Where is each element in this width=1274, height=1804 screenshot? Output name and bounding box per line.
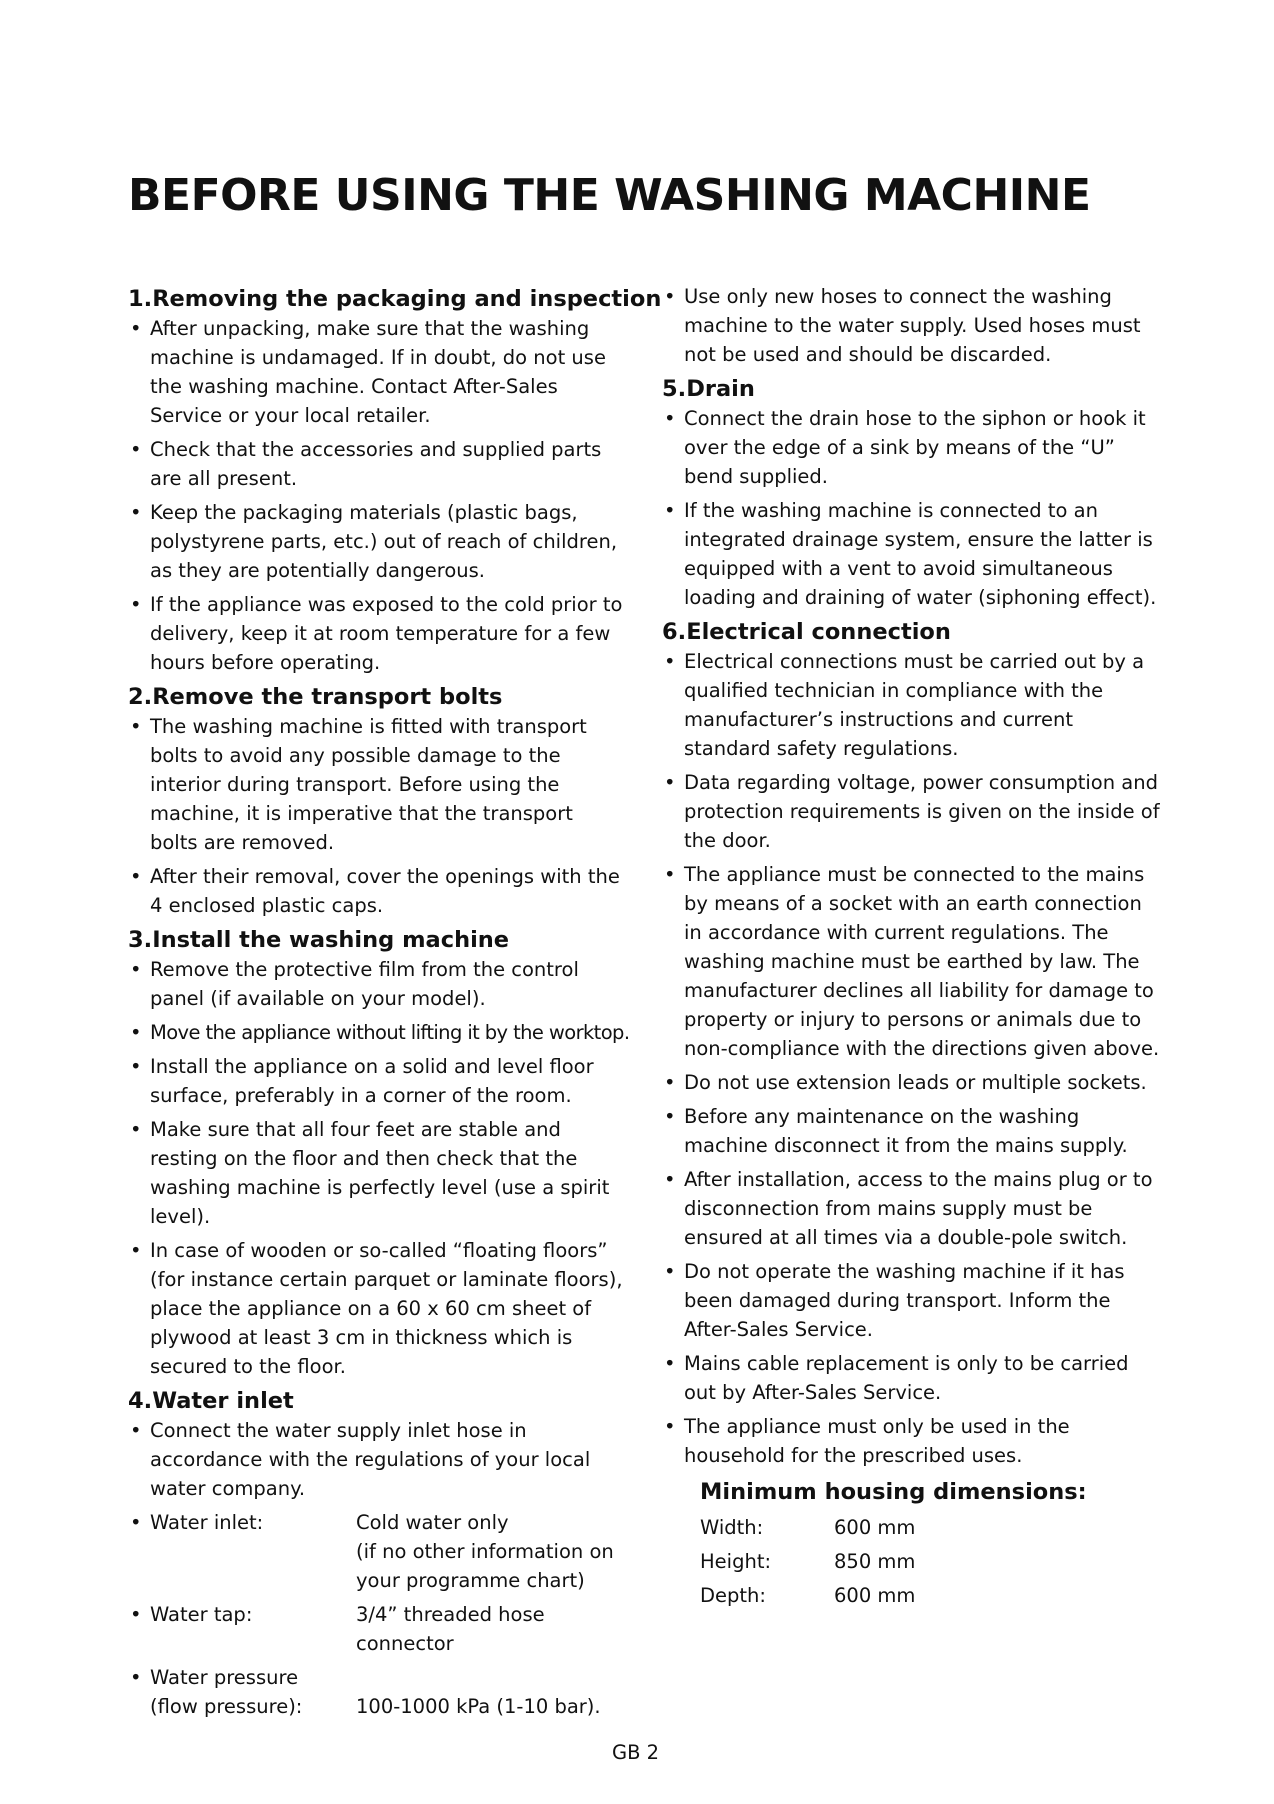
spec-label: • Water tap: xyxy=(150,1603,253,1626)
section-number: 6. xyxy=(662,619,687,645)
bullet-list xyxy=(128,314,626,677)
section-heading-install xyxy=(128,925,626,955)
section-number: 4. xyxy=(128,1388,153,1414)
list-item: • Install the appliance on a solid and level floor surface, preferably in a corner of the room. xyxy=(128,1052,626,1110)
spec-row-water-tap xyxy=(128,1600,626,1658)
spec-value: 3/4” threaded hose connector xyxy=(356,1603,545,1655)
bullet-list xyxy=(662,282,1162,369)
spec-label: • Water pressure xyxy=(150,1666,299,1689)
list-item: • If the appliance was exposed to the cold prior to delivery, keep it at room temperature for a few hours before operating. xyxy=(128,590,626,677)
page-number: GB 2 xyxy=(612,1741,660,1764)
spec-value: 100-1000 kPa (1-10 bar). xyxy=(356,1695,601,1718)
spec-label-sub: (flow pressure): xyxy=(150,1695,303,1718)
dimension-row-height xyxy=(700,1545,1162,1579)
list-item: • Keep the packaging materials (plastic bags, polystyrene parts, etc.) out of reach of children, as they are potentially dangerous. xyxy=(128,498,626,585)
list-item: • Data regarding voltage, power consumption and protection requirements is given on the inside of the door. xyxy=(662,768,1162,855)
section-number: 5. xyxy=(662,376,687,402)
list-item: • The appliance must be connected to the mains by means of a socket with an earth connection in accordance with current regulations. The washing machine must be earthed by law. The manufacturer declines all liability for damage to property or injury to persons or animals due to non-compliance with the directions given above. xyxy=(662,860,1162,1063)
section-title: Removing the packaging and inspection xyxy=(152,286,662,312)
section-heading-transport-bolts xyxy=(128,682,626,712)
list-item: • Use only new hoses to connect the washing machine to the water supply. Used hoses must not be used and should be discarded. xyxy=(662,282,1162,369)
section-title: Water inlet xyxy=(152,1388,294,1414)
list-item: • Connect the water supply inlet hose in accordance with the regulations of your local water company. xyxy=(128,1416,626,1503)
bullet-list xyxy=(662,647,1162,1470)
bullet-list xyxy=(128,1416,626,1721)
list-item: • Connect the drain hose to the siphon or hook it over the edge of a sink by means of the “U” bend supplied. xyxy=(662,404,1162,491)
spec-value: Cold water only xyxy=(356,1511,509,1534)
dimension-label: Height: xyxy=(700,1550,772,1573)
section-number: 1. xyxy=(128,286,153,312)
list-item: • If the washing machine is connected to an integrated drainage system, ensure the latter is equipped with a vent to avoid simultaneous loading and draining of water (siphoning effect). xyxy=(662,496,1162,612)
section-heading-packaging xyxy=(128,284,662,314)
dimension-label: Depth: xyxy=(700,1584,766,1607)
spec-row-water-inlet xyxy=(128,1508,626,1595)
list-item: • Before any maintenance on the washing machine disconnect it from the mains supply. xyxy=(662,1102,1162,1160)
left-column xyxy=(128,284,662,1726)
list-item: • Do not use extension leads or multiple sockets. xyxy=(662,1068,1162,1097)
bullet-list xyxy=(128,712,626,920)
list-item: • Do not operate the washing machine if it has been damaged during transport. Inform the After-Sales Service. xyxy=(662,1257,1162,1344)
page-title: BEFORE USING THE WASHING MACHINE xyxy=(128,170,1091,221)
dimension-row-width xyxy=(700,1511,1162,1545)
section-title: Drain xyxy=(686,376,755,402)
section-title: Remove the transport bolts xyxy=(152,684,503,710)
list-item: • Move the appliance without lifting it by the worktop. xyxy=(128,1018,626,1047)
list-item: • After their removal, cover the openings with the 4 enclosed plastic caps. xyxy=(128,862,626,920)
dimension-row-depth xyxy=(700,1579,1162,1613)
spec-label: • Water inlet: xyxy=(150,1511,264,1534)
section-title: Install the washing machine xyxy=(152,927,510,953)
list-item: • Check that the accessories and supplied parts are all present. xyxy=(128,435,626,493)
spec-row-water-pressure xyxy=(128,1663,626,1721)
list-item: • Mains cable replacement is only to be carried out by After-Sales Service. xyxy=(662,1349,1162,1407)
list-item: • After unpacking, make sure that the washing machine is undamaged. If in doubt, do not use the washing machine. Contact After-Sales Service or your local retailer. xyxy=(128,314,626,430)
list-item: • The appliance must only be used in the household for the prescribed uses. xyxy=(662,1412,1162,1470)
section-heading-water-inlet xyxy=(128,1386,626,1416)
list-item: • The washing machine is fitted with transport bolts to avoid any possible damage to the interior during transport. Before using the machine, it is imperative that the transport bolts are removed. xyxy=(128,712,626,857)
dimension-label: Width: xyxy=(700,1516,764,1539)
section-title: Electrical connection xyxy=(686,619,951,645)
list-item: • Make sure that all four feet are stable and resting on the floor and then check that the washing machine is perfectly level (use a spirit level). xyxy=(128,1115,626,1231)
dimension-value: 850 mm xyxy=(834,1550,916,1573)
section-heading-electrical xyxy=(662,617,1162,647)
section-heading-drain xyxy=(662,374,1162,404)
bullet-list xyxy=(128,955,630,1381)
bullet-list xyxy=(662,404,1162,612)
list-item: • After installation, access to the mains plug or to disconnection from mains supply must be ensured at all times via a double-pole switch. xyxy=(662,1165,1162,1252)
list-item: • Electrical connections must be carried out by a qualified technician in compliance with the manufacturer’s instructions and current standard safety regulations. xyxy=(662,647,1162,763)
list-item: • Remove the protective film from the control panel (if available on your model). xyxy=(128,955,626,1013)
dimensions-heading: Minimum housing dimensions: xyxy=(700,1479,1087,1505)
section-number: 3. xyxy=(128,927,153,953)
right-column xyxy=(662,282,1162,1613)
section-number: 2. xyxy=(128,684,153,710)
list-item: • In case of wooden or so-called “floating floors” (for instance certain parquet or laminate floors), place the appliance on a 60 x 60 cm sheet of plywood at least 3 cm in thickness which is secured to the floor. xyxy=(128,1236,626,1381)
spec-value-note: (if no other information on your programme chart) xyxy=(356,1540,614,1592)
dimension-value: 600 mm xyxy=(834,1584,916,1607)
dimension-value: 600 mm xyxy=(834,1516,916,1539)
